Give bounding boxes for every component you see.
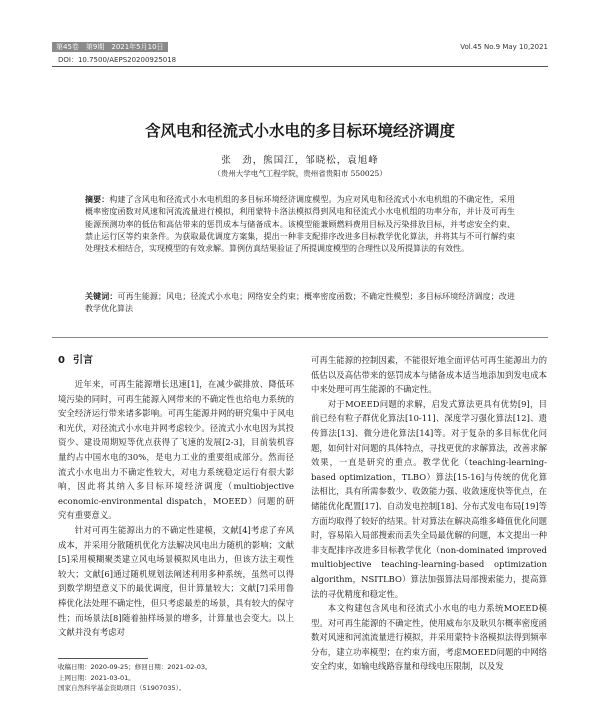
section-title: 引言 [72, 355, 93, 366]
header-rule [52, 66, 548, 67]
footnote-funding: 国家自然科学基金资助项目（51907035）。 [58, 684, 186, 692]
footnote-online: 上网日期：2021-03-01。 [58, 673, 135, 682]
keywords [85, 291, 515, 316]
abstract-rule [52, 337, 548, 338]
section-heading [58, 354, 294, 368]
abstract-text: 构建了含风电和径流式小水电机组的多目标环境经济调度模型。为应对风电和径流式小水电机组的不确定性，采用概率密度函数对风速和河流流量进行模拟，利用蒙特卡洛法模拟得到风电和径流式小水电机组的功率分布，并计及可再生能源预测功率的低估和高估带来的惩罚成本与储备成本。该模型能兼顾燃料费用目标及污染排放目标，并考虑安全约束、禁止运行区等约束条件。为获取最优调度方案集，提出一种非支配排序改进多目标教学优化算法，并将其与不可行解约束处理技术相结合，实现模型的有效求解。算例仿真结果验证了所提调度模型的合理性以及所提算法的有效性。 [85, 195, 516, 254]
paragraph: 对于MOEED问题的求解，启发式算法更具有优势[9]，目前已经有粒子群优化算法[10-11]、深度学习强化算法[12]、遗传算法[13]、微分进化算法[14]等。对于复杂的多目标优化问题，如何针对问题的具体特点，寻找更优的求解算法，改善求解效果，一直是研究的重点。教学优化（teaching-learning-based optimization，TLBO）算法[15-16]与传统的优化算法相比，具有所需参数少、收敛能力强、收敛速度快等优点，在储能优化配置[17]、自动发电控制[18]、分布式发电布局[19]等方面均取得了较好的结果。针对算法在解决高维多峰值优化问题时，容易陷入局部搜索而丢失全局最优解的问题，本文提出一种非支配排序改进多目标教学优化（non-dominated improved multiobjective teaching-learning-based optimization algorithm，NSITLBO）算法加强算法局部搜索能力，提高算法的寻优精度和稳定性。 [311, 398, 547, 599]
authors: 张 劲，熊国江，邹晓松，袁旭峰 [221, 155, 379, 166]
affiliation: （贵州大学电气工程学院，贵州省贵阳市 550025） [213, 169, 387, 178]
right-column [311, 353, 547, 674]
footnote-received: 收稿日期：2020-09-25；修回日期：2021-02-03。 [58, 663, 212, 671]
footnote-rule [58, 658, 148, 659]
paragraph: 可再生能源的控制因素，不能很好地全面评估可再生能源出力的低估以及高估带来的惩罚成本与储备成本适当地添加到发电成本中来处理可再生能源的不确定性。 [311, 355, 547, 395]
paragraph: 针对可再生能源出力的不确定性建模，文献[4]考虑了弃风成本，并采用分散随机优化方法解决风电出力随机的影响；文献[5]采用模糊聚类建立风电场景模拟风电出力，但该方法主观性较大；文献[6]通过随机规划法阐述利用多种系统，虽然可以得到数学期望意义下的最优调度，但计算量较大；文献[7]采用鲁棒优化法处理不确定性，但只考虑最差的场景，具有较大的保守性；而场景法[8]随着抽样场景的增多，计算量也会变大。以上文献并没有考虑对 [58, 524, 294, 638]
section-number: 0 [58, 355, 65, 366]
abstract-label: 摘要： [85, 195, 110, 204]
left-column [58, 354, 294, 640]
journal-volume-badge: 第45卷 第9期 2021年5月10日 [52, 42, 168, 52]
keywords-label: 关键词： [85, 292, 118, 301]
paper-title: 含风电和径流式小水电的多目标环境经济调度 [144, 122, 455, 140]
doi: DOI：10.7500/AEPS20200925018 [58, 56, 177, 64]
footnotes [58, 662, 294, 694]
paragraph: 本文构建包含风电和径流式小水电的电力系统MOEED模型。对可再生能源的不确定性，使用威布尔及耿贝尔概率密度函数对风速和河流流量进行模拟，并采用蒙特卡洛模拟法得到频率分布，建立功率模型；在约束方面，考虑MOEED问题的中网络安全约束，如输电线路容量和母线电压限制，以及发 [311, 603, 547, 672]
abstract [85, 194, 515, 255]
keywords-text: 可再生能源；风电；径流式小水电；网络安全约束；概率密度函数；不确定性模型；多目标环境经济调度；改进教学优化算法 [85, 292, 516, 314]
paragraph: 近年来，可再生能源增长迅速[1]，在减少碳排放、降低环境污染的同时，可再生能源入网带来的不确定性也给电力系统的安全经济运行带来诸多影响。可再生能源并网的研究集中于风电和光伏，对径流式小水电并网考虑较少。径流式小水电因为其投资少、建设周期短等优点获得了飞速的发展[2-3]，目前装机容量约占中国水电的30%，是电力工业的重要组成部分。然而径流式小水电出力不确定性较大，对电力系统稳定运行有很大影响，因此将其纳入多目标环境经济调度（multiobjective economic-environmental dispatch，MOEED）问题的研究有重要意义。 [58, 379, 294, 521]
journal-volume-english: Vol.45 No.9 May 10,2021 [460, 43, 548, 51]
